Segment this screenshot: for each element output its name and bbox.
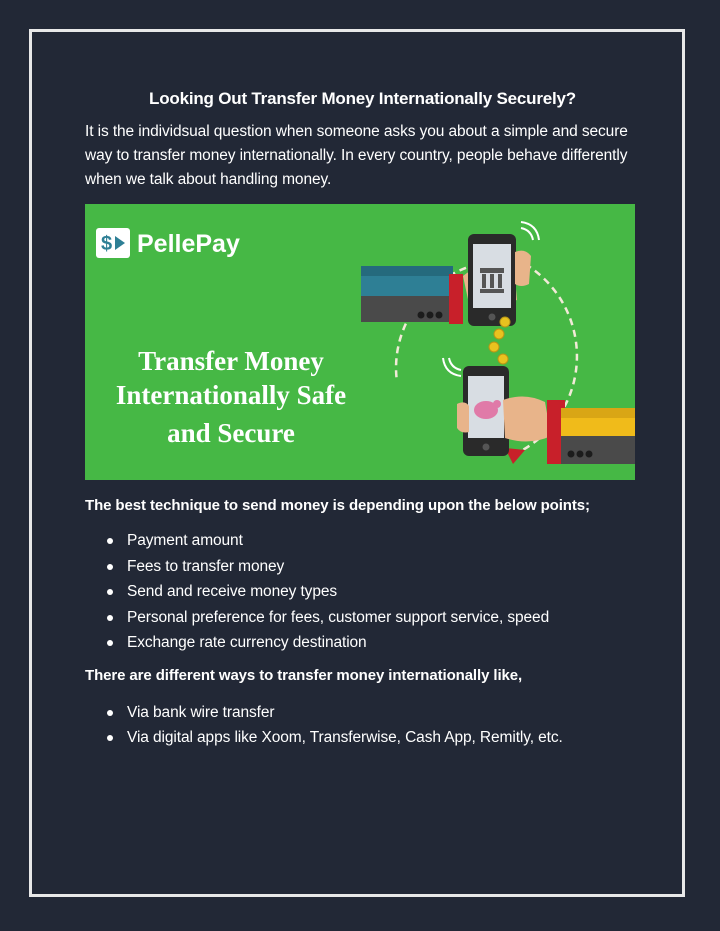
section-2-list (85, 700, 640, 751)
document-title: Looking Out Transfer Money Internationally Securely? (149, 89, 576, 108)
list-item: Exchange rate currency destination (105, 630, 640, 656)
list-item: Send and receive money types (105, 579, 640, 605)
list-item: Via digital apps like Xoom, Transferwise, Cash App, Remitly, etc. (105, 725, 640, 751)
bullet-icon (107, 538, 113, 544)
pellepay-banner (85, 204, 635, 480)
headline-line-1: Transfer Money (138, 346, 324, 376)
section-1-list (85, 528, 640, 656)
pellepay-logo (96, 228, 240, 258)
section-2-heading: There are different ways to transfer money internationally like, (85, 666, 523, 684)
logo-wordmark: PellePay (137, 230, 240, 258)
intro-paragraph: It is the individsual question when someone asks you about a simple and secure way to transfer money internationally. In every country, people behave differently when we talk about handling money. (85, 123, 628, 188)
list-item: Fees to transfer money (105, 554, 640, 580)
document-content (85, 86, 640, 751)
list-item: Payment amount (105, 528, 640, 554)
section-1-heading: The best technique to send money is depending upon the below points; (85, 497, 590, 514)
headline-line-3: and Secure (167, 418, 295, 448)
list-item: Personal preference for fees, customer support service, speed (105, 605, 640, 631)
headline-line-2: Internationally Safe (115, 380, 347, 410)
card-left-icon (361, 266, 463, 324)
bullet-icon (107, 615, 113, 621)
bullet-icon (107, 710, 113, 716)
bullet-icon (107, 564, 113, 570)
logo-mark-dollar: $ (101, 233, 113, 255)
bullet-icon (107, 735, 113, 741)
list-item: Via bank wire transfer (105, 700, 640, 726)
bullet-icon (107, 640, 113, 646)
card-right-icon (547, 400, 635, 464)
bullet-icon (107, 589, 113, 595)
